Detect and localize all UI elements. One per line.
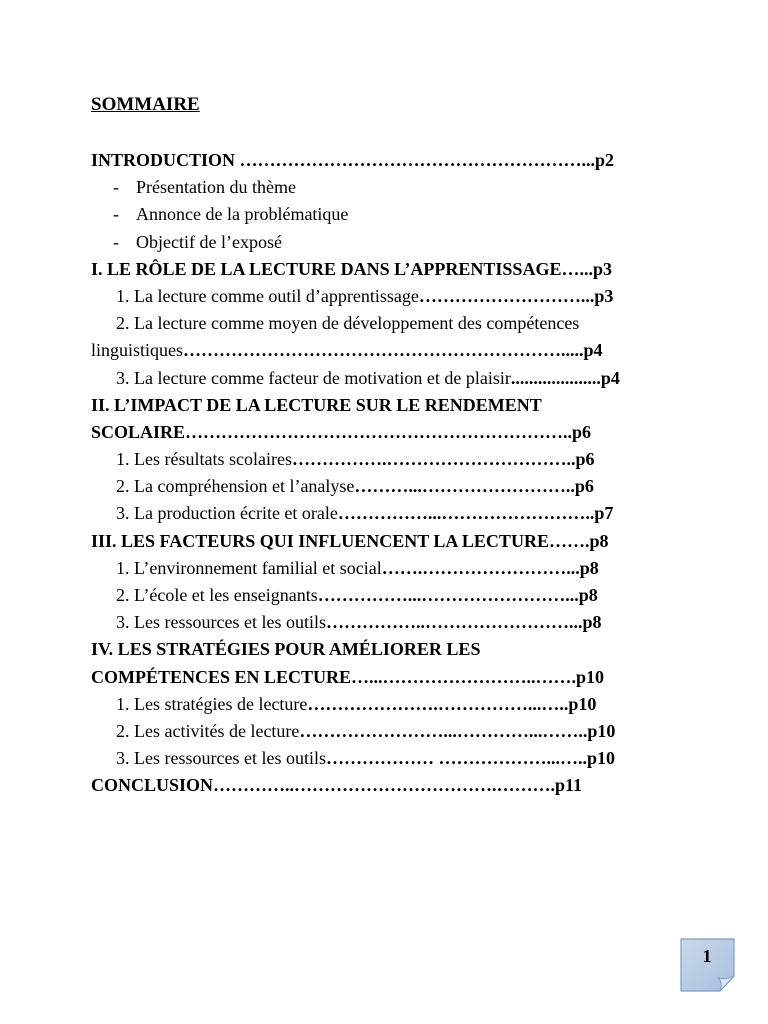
toc-line: [91, 664, 691, 691]
page-number: 1: [702, 946, 712, 966]
toc-leader-page: …...……………………..…….p10: [351, 666, 605, 687]
toc-entry-text: 3. La production écrite et orale: [116, 503, 338, 524]
toc-title: SOMMAIRE: [91, 94, 200, 115]
toc-leader-page: ……………...……………………..p7: [337, 503, 614, 524]
toc-entry-text: COMPÉTENCES EN LECTURE: [91, 666, 352, 687]
toc-leader-page: ……………………...…………...……..p10: [299, 720, 616, 741]
toc-line: [91, 473, 691, 500]
toc-entry-text: linguistiques: [91, 340, 184, 361]
toc-entry-text: 2. La lecture comme moyen de développement des compétences: [116, 313, 580, 334]
toc-leader-page: ………………………...p3: [418, 285, 614, 306]
toc-entry-text: II. L’IMPACT DE LA LECTURE SUR LE RENDEMENT: [91, 394, 542, 415]
toc-leader-page: …………….…………………………..p6: [291, 449, 595, 470]
toc-entry-text: 1. L’environnement familial et social: [116, 557, 382, 578]
toc-entry-text: SCOLAIRE: [91, 421, 186, 442]
toc-line: [91, 229, 691, 256]
toc-line: [91, 201, 691, 228]
toc-leader-page: ………...……………………..p6: [354, 476, 594, 497]
toc-line: [91, 337, 691, 364]
toc-line: [91, 718, 691, 745]
toc-leader-page: …………..…………………………….……….p11: [213, 775, 583, 796]
toc-entry-text: Annonce de la problématique: [136, 204, 349, 225]
toc-line: [91, 582, 691, 609]
toc-leader-page: …….……………………...p8: [381, 557, 599, 578]
toc-line: [91, 419, 691, 446]
toc-entry-text: Objectif de l’exposé: [136, 231, 282, 252]
toc-entry-text: 1. Les stratégies de lecture: [116, 693, 308, 714]
toc-line: [91, 446, 691, 473]
toc-line: [91, 365, 691, 392]
toc-line: [91, 528, 691, 555]
toc-line: [91, 283, 691, 310]
toc-leader-page: …………………………………………………...p2: [235, 150, 615, 170]
toc-entry-text: III. LES FACTEURS QUI INFLUENCENT LA LECTURE: [91, 530, 549, 551]
toc-line: [91, 691, 691, 718]
toc-line: [91, 500, 691, 527]
toc-entry-text: 2. La compréhension et l’analyse: [116, 476, 355, 497]
toc-entry-text: Présentation du thème: [136, 177, 296, 198]
toc-leader-page: ………………….……………...…..p10: [307, 693, 597, 714]
toc-line: [91, 174, 691, 201]
toc-entry-text: IV. LES STRATÉGIES POUR AMÉLIORER LES: [91, 639, 481, 660]
toc-leader-page: ……………...……………………...p8: [317, 585, 598, 605]
toc-entry-text: CONCLUSION: [91, 775, 214, 796]
toc-entry-text: 3. La lecture comme facteur de motivation et de plaisir: [116, 367, 511, 388]
toc-line: [91, 392, 691, 419]
toc-entry-text: INTRODUCTION: [91, 150, 236, 170]
toc-entry-text: 3. Les ressources et les outils: [116, 612, 326, 633]
dash-marker: -: [113, 177, 119, 198]
toc-line: [91, 636, 691, 663]
toc-leader-page: ………………………………………………………..p6: [185, 421, 592, 442]
dash-marker: -: [113, 204, 119, 225]
toc-line: [91, 745, 691, 772]
toc-leader-page: ....................p4: [510, 367, 620, 388]
toc-leader-page: ……………………………………………………….....p4: [183, 340, 603, 361]
table-of-contents: [91, 147, 691, 800]
toc-line: [91, 256, 691, 283]
toc-leader-page: …...p3: [561, 258, 612, 279]
toc-entry-text: I. LE RÔLE DE LA LECTURE DANS L’APPRENTISSAGE: [91, 258, 562, 279]
toc-leader-page: …….p8: [548, 530, 609, 551]
dash-marker: -: [113, 231, 119, 252]
toc-leader-page: ……………… ………………...…..p10: [325, 748, 615, 769]
toc-entry-text: 1. Les résultats scolaires: [116, 449, 292, 470]
toc-line: [91, 609, 691, 636]
page-number-badge: [680, 938, 736, 992]
toc-line: [91, 555, 691, 582]
toc-entry-text: 2. L’école et les enseignants: [116, 585, 318, 605]
toc-line: [91, 772, 691, 799]
toc-line: [91, 310, 691, 337]
toc-entry-text: 2. Les activités de lecture: [116, 720, 300, 741]
toc-entry-text: 1. La lecture comme outil d’apprentissage: [116, 285, 419, 306]
toc-line: [91, 147, 691, 174]
toc-entry-text: 3. Les ressources et les outils: [116, 748, 326, 769]
toc-leader-page: ……………..……………………...p8: [325, 612, 602, 633]
